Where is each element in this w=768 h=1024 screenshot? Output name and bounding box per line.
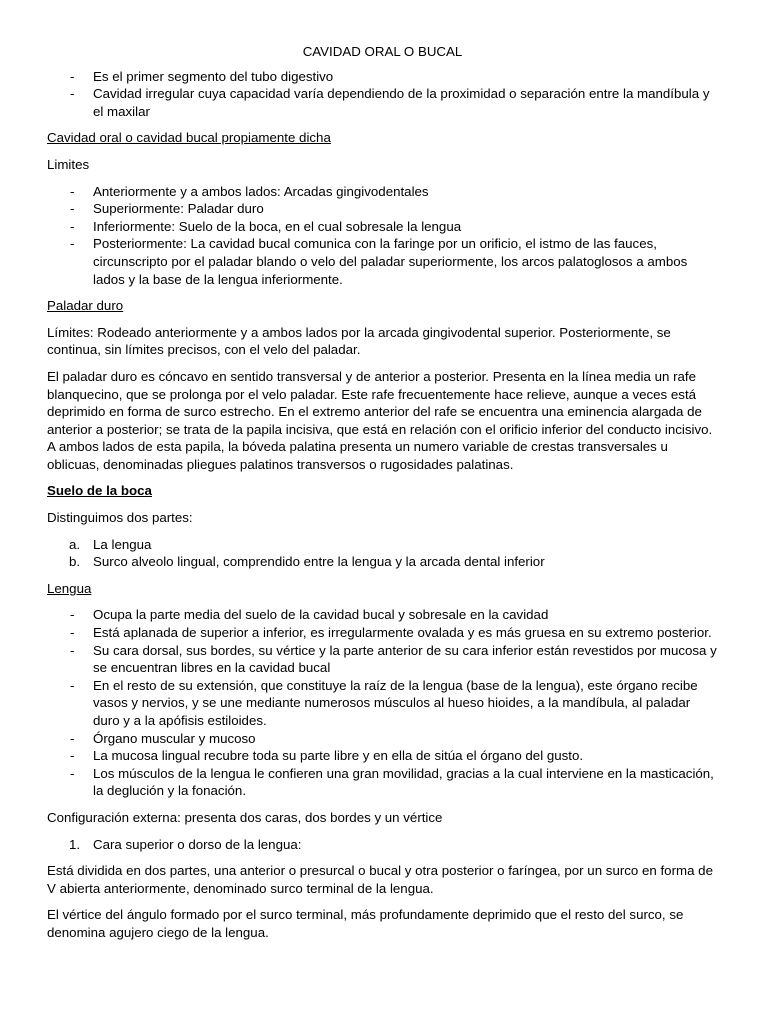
paragraph: Distinguimos dos partes: bbox=[47, 510, 193, 526]
list-item-text: La lengua bbox=[93, 536, 152, 552]
list-item: - Órgano muscular y mucoso bbox=[47, 730, 718, 748]
list-item: - Cavidad irregular cuya capacidad varía dependiendo de la proximidad o separación entre la mandíbula y el maxilar bbox=[47, 85, 718, 120]
list-item: - Es el primer segmento del tubo digestivo bbox=[47, 68, 718, 86]
paragraph: Límites: Rodeado anteriormente y a ambos lados por la arcada gingivodental superior. Posteriormente, se continua, sin límites precisos, con el velo del paladar. bbox=[47, 324, 671, 358]
list-item bbox=[47, 536, 718, 554]
paragraph: El vértice del ángulo formado por el surco terminal, más profundamente deprimido que el resto del surco, se denomina agujero ciego de la lengua. bbox=[47, 907, 684, 940]
list-item: - Los músculos de la lengua le confieren una gran movilidad, gracias a la cual interviene en la masticación, la deglución y la fonación. bbox=[47, 765, 718, 800]
list-marker: 1. bbox=[69, 836, 81, 852]
list-item bbox=[47, 836, 718, 854]
section-heading-cavidad: Cavidad oral o cavidad bucal propiamente dicha bbox=[47, 130, 331, 146]
list-item: - En el resto de su extensión, que constituye la raíz de la lengua (base de la lengua), este órgano recibe vasos y nervios, y se une mediante numerosos músculos al hueso hioides, a la mandíbula, al paladar duro y a la apófisis estiloides. bbox=[47, 677, 718, 730]
list-marker: a. bbox=[69, 536, 81, 552]
lengua-list bbox=[47, 606, 718, 800]
list-item: - La mucosa lingual recubre toda su parte libre y en ella de sitúa el órgano del gusto. bbox=[47, 747, 718, 765]
list-item-text: Surco alveolo lingual, comprendido entre la lengua y la arcada dental inferior bbox=[93, 554, 545, 570]
document-title: CAVIDAD ORAL O BUCAL bbox=[302, 44, 463, 59]
list-item: - Ocupa la parte media del suelo de la cavidad bucal y sobresale en la cavidad bbox=[47, 606, 718, 624]
intro-list bbox=[47, 68, 718, 121]
suelo-list bbox=[47, 536, 718, 571]
list-item: - Superiormente: Paladar duro bbox=[47, 200, 718, 218]
limits-list bbox=[47, 183, 718, 289]
paragraph: Configuración externa: presenta dos caras, dos bordes y un vértice bbox=[47, 809, 443, 825]
paragraph: El paladar duro es cóncavo en sentido transversal y de anterior a posterior. Presenta en la línea media un rafe blanquecino, que se prolonga por el velo paladar. Este rafe frecuentemente hace relieve, aunque a veces está deprimido en forma de surco estrecho. En el extremo anterior del rafe se encuentra una eminencia alargada de anterior a posterior; se trata de la papila incisiva, que está en relación con el orificio inferior del conducto incisivo. A ambos lados de esta papila, la bóveda palatina presenta un numero variable de crestas transversales u oblicuas, denominadas pliegues palatinos transversos o rugosidades palatinas. bbox=[47, 368, 713, 472]
list-item: - Posteriormente: La cavidad bucal comunica con la faringe por un orificio, el istmo de las fauces, circunscripto por el paladar blando o velo del paladar superiormente, los arcos palatoglosos a ambos lados y la base de la lengua inferiormente. bbox=[47, 235, 718, 288]
limits-label: Limites bbox=[47, 156, 90, 172]
section-heading-lengua: Lengua bbox=[47, 580, 92, 596]
lengua-numbered-list bbox=[47, 836, 718, 854]
list-item: - Anteriormente y a ambos lados: Arcadas gingivodentales bbox=[47, 183, 718, 201]
list-item bbox=[47, 553, 718, 571]
list-item: - Inferiormente: Suelo de la boca, en el cual sobresale la lengua bbox=[47, 218, 718, 236]
list-item: - Su cara dorsal, sus bordes, su vértice y la parte anterior de su cara inferior están revestidos por mucosa y se encuentran libres en la cavidad bucal bbox=[47, 642, 718, 677]
list-marker: b. bbox=[69, 554, 81, 570]
section-heading-suelo: Suelo de la boca bbox=[47, 483, 152, 499]
section-heading-paladar: Paladar duro bbox=[47, 298, 124, 314]
list-item: - Está aplanada de superior a inferior, es irregularmente ovalada y es más gruesa en su extremo posterior. bbox=[47, 624, 718, 642]
paragraph: Está dividida en dos partes, una anterior o presurcal o bucal y otra posterior o faríngea, por un surco en forma de V abierta anteriormente, denominado surco terminal de la lengua. bbox=[47, 863, 713, 896]
list-item-text: Cara superior o dorso de la lengua: bbox=[93, 836, 302, 852]
